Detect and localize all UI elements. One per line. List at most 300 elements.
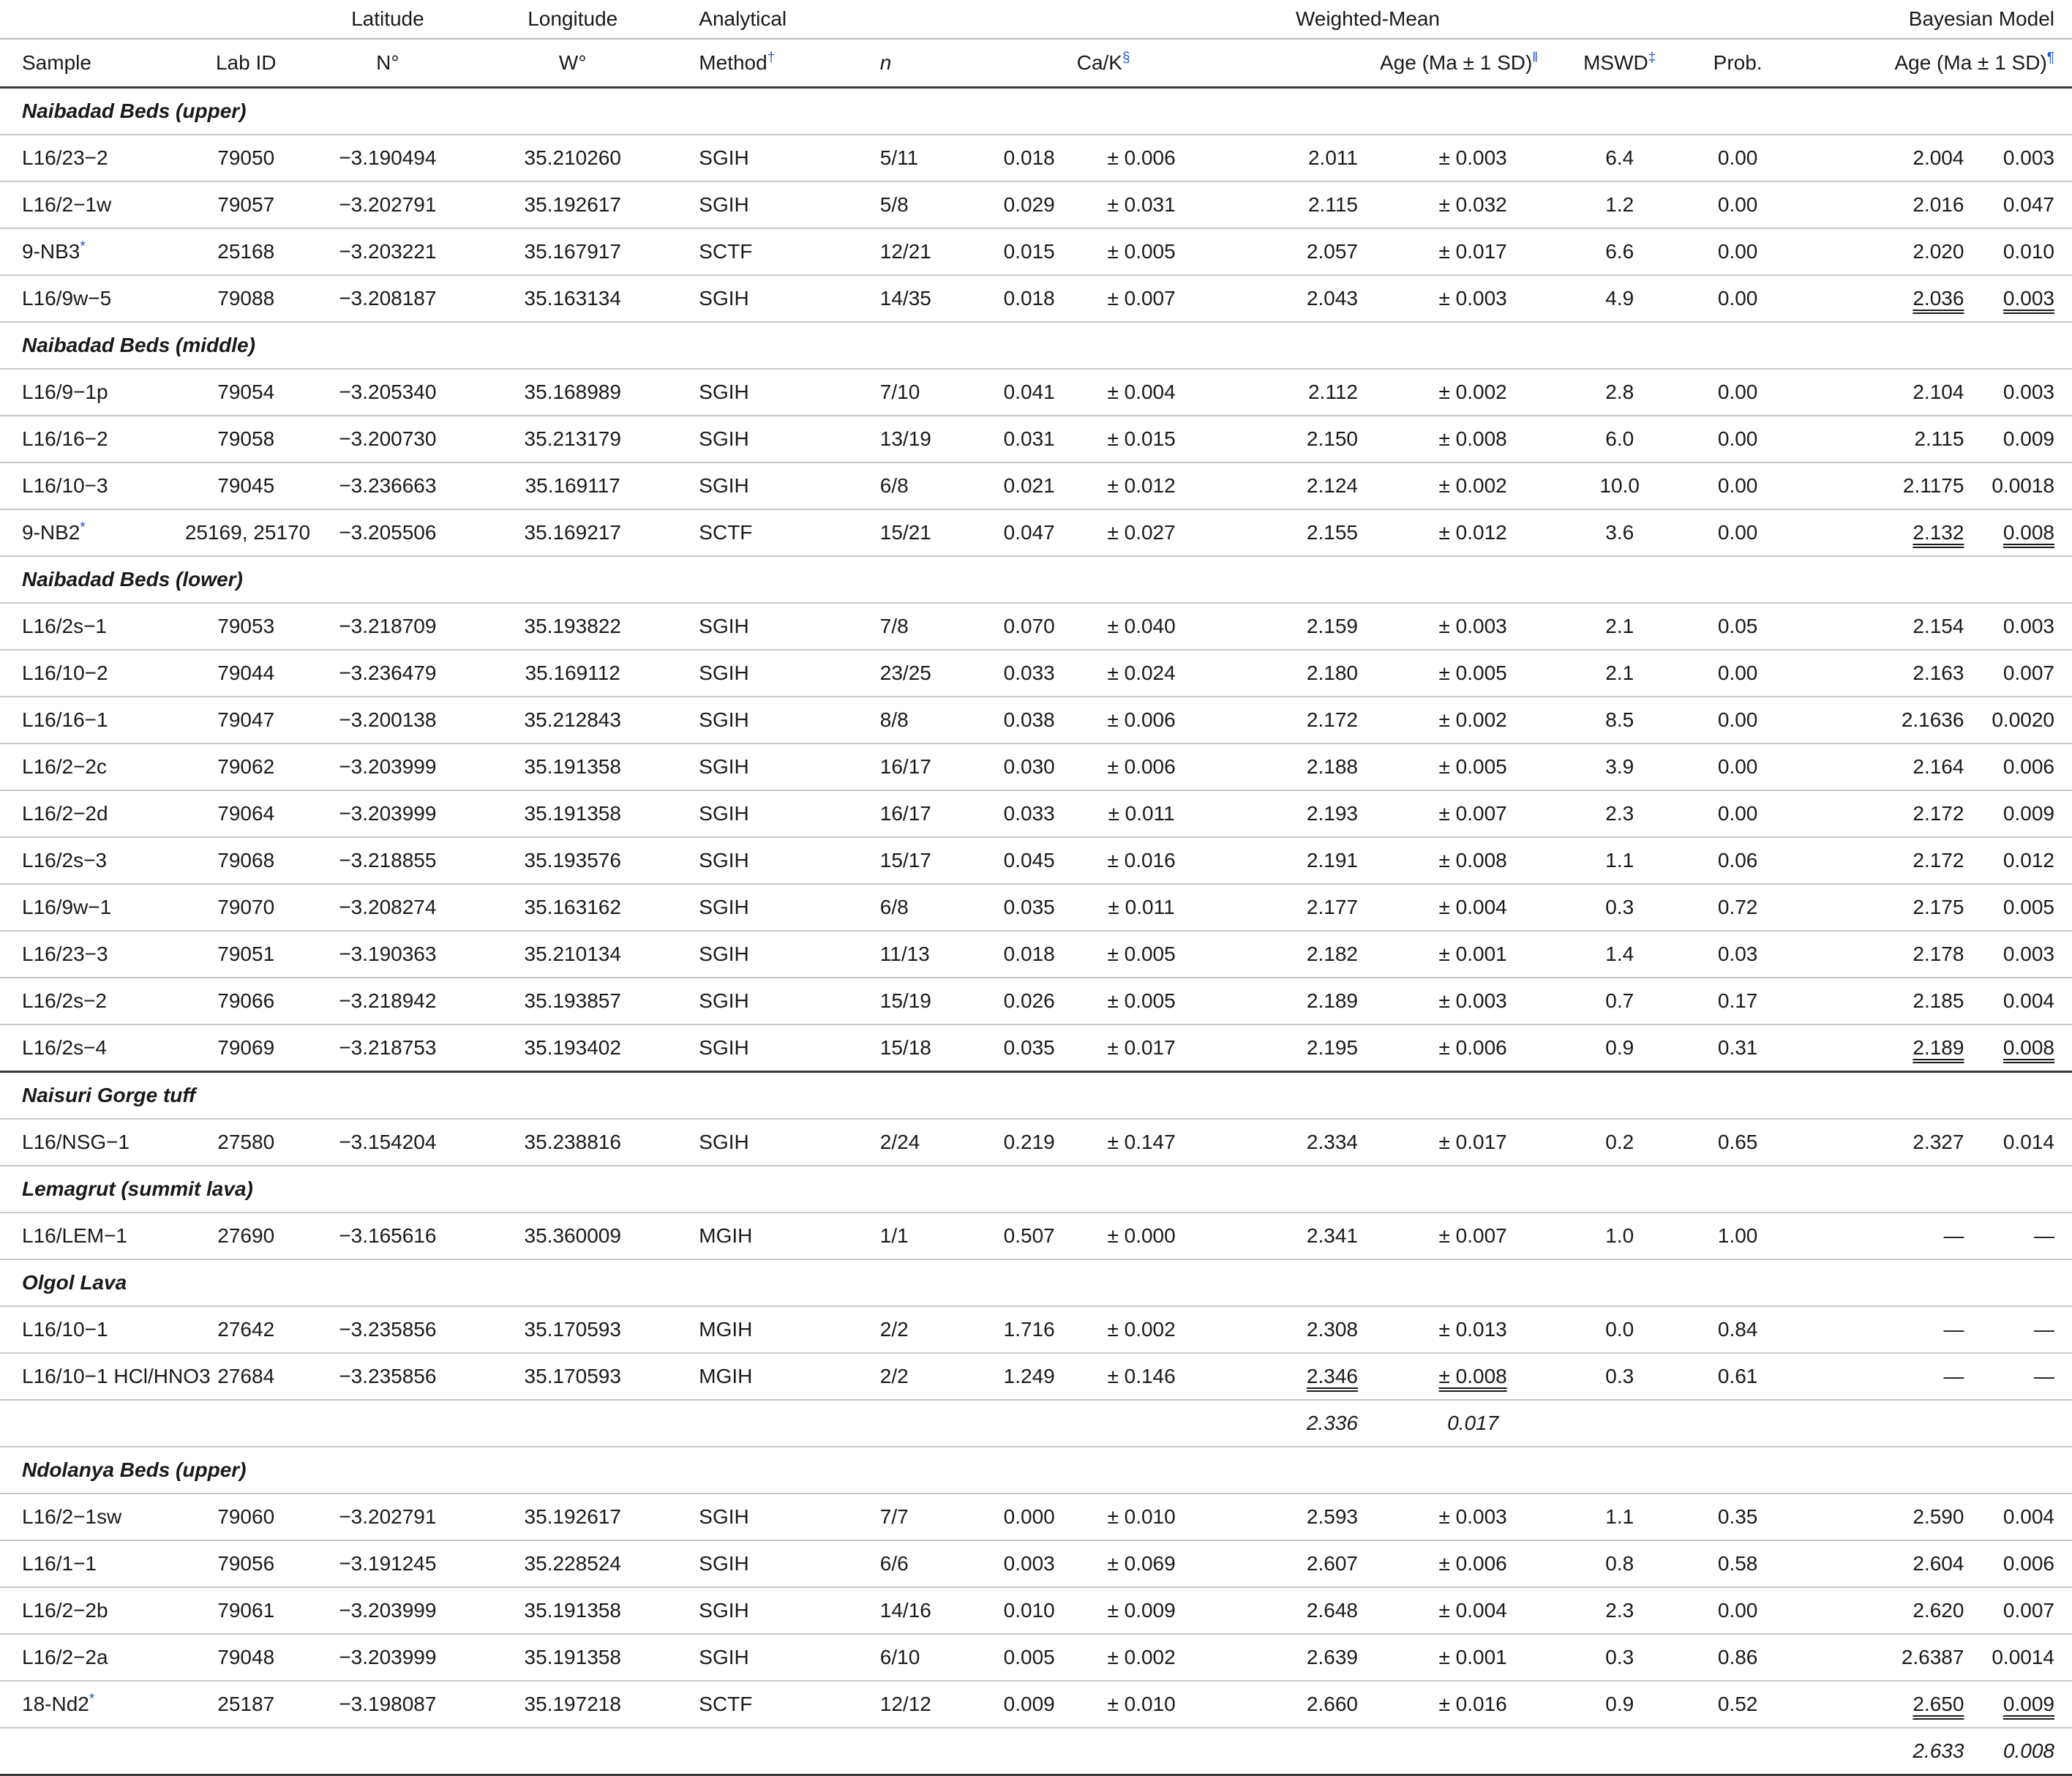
mswd-cell: 1.1 — [1558, 1494, 1681, 1540]
method-cell: SGIH — [677, 1587, 857, 1634]
bayes-age-cell — [1795, 1634, 1964, 1681]
table-row — [0, 1681, 2072, 1728]
latitude-cell: −3.203999 — [307, 743, 469, 790]
mswd-cell: 2.1 — [1558, 603, 1681, 650]
bayes-sd-value: 0.0014 — [1992, 1646, 2054, 1668]
bayes-age-value: — — [1943, 1224, 1964, 1247]
table-row — [0, 1587, 2072, 1634]
longitude-cell: 35.210134 — [468, 931, 677, 978]
bayes-sd-cell — [1964, 181, 2072, 228]
table-row — [0, 416, 2072, 462]
table-row — [0, 135, 2072, 181]
col-mswd-label: MSWD — [1583, 51, 1648, 74]
cak-cell: 0.041 — [929, 369, 1055, 416]
cak-cell: 0.029 — [929, 181, 1055, 228]
prob-cell: 0.03 — [1681, 931, 1795, 978]
age-cell: 2.188 — [1228, 743, 1358, 790]
section-header-row — [0, 556, 2072, 603]
summary-age-sd: 0.017 — [1358, 1400, 1558, 1447]
cak-sd-cell: ± 0.009 — [1055, 1587, 1228, 1634]
latitude-cell: −3.205506 — [307, 509, 469, 556]
age-sd-value: ± 0.001 — [1438, 943, 1507, 965]
sample-name: 9-NB2 — [22, 521, 80, 544]
bayes-sd-value: 0.006 — [2002, 1552, 2054, 1575]
mswd-cell: 0.3 — [1558, 1353, 1681, 1400]
latitude-cell: −3.190363 — [307, 931, 469, 978]
method-cell: SGIH — [677, 416, 857, 462]
prob-cell: 0.84 — [1681, 1306, 1795, 1353]
age-cell: 2.341 — [1228, 1213, 1358, 1259]
sample-name: L16/2−1sw — [22, 1505, 122, 1528]
cak-sd-cell: ± 0.006 — [1055, 135, 1228, 181]
bayes-sd-cell — [1964, 1024, 2072, 1072]
method-cell: SGIH — [677, 181, 857, 228]
bayes-sd-value: 0.009 — [2002, 1693, 2054, 1715]
age-sd-cell — [1358, 416, 1558, 462]
bayes-age-value: 2.6387 — [1901, 1646, 1964, 1668]
bayes-sd-value: 0.003 — [2002, 943, 2054, 965]
cak-sd-cell: ± 0.015 — [1055, 416, 1228, 462]
sample-name: L16/2s−2 — [22, 989, 107, 1012]
table-row — [0, 181, 2072, 228]
cak-cell: 0.038 — [929, 697, 1055, 743]
col-mswd — [1558, 39, 1681, 88]
method-cell: SGIH — [677, 978, 857, 1024]
col-method-label: Method — [699, 51, 767, 74]
method-cell: MGIH — [677, 1213, 857, 1259]
bayes-sd-cell — [1964, 837, 2072, 884]
sample-cell — [0, 1213, 185, 1259]
method-cell: SGIH — [677, 743, 857, 790]
mswd-cell: 0.7 — [1558, 978, 1681, 1024]
bayes-sd-value: 0.012 — [2002, 849, 2054, 872]
prob-cell: 0.00 — [1681, 650, 1795, 697]
sample-name: L16/2−2c — [22, 755, 107, 778]
sample-cell — [0, 650, 185, 697]
age-cell: 2.593 — [1228, 1494, 1358, 1540]
table-row — [0, 978, 2072, 1024]
table-row — [0, 1353, 2072, 1400]
longitude-cell: 35.169217 — [468, 509, 677, 556]
age-sd-value: ± 0.007 — [1438, 1224, 1507, 1247]
bayes-sd-value: 0.008 — [2002, 1036, 2054, 1059]
col-prob: Prob. — [1681, 39, 1795, 88]
age-sd-cell — [1358, 931, 1558, 978]
col-method — [677, 39, 857, 88]
n-cell: 1/1 — [858, 1213, 929, 1259]
cak-cell: 0.010 — [929, 1587, 1055, 1634]
age-sd-cell — [1358, 697, 1558, 743]
longitude-cell: 35.193402 — [468, 1024, 677, 1072]
sample-cell — [0, 603, 185, 650]
cak-sd-cell: ± 0.012 — [1055, 462, 1228, 509]
cak-cell: 0.035 — [929, 1024, 1055, 1072]
bayes-age-cell — [1795, 931, 1964, 978]
longitude-group-header: Longitude — [468, 0, 677, 39]
sample-cell — [0, 1540, 185, 1587]
sample-cell — [0, 931, 185, 978]
prob-cell: 0.00 — [1681, 416, 1795, 462]
latitude-cell: −3.198087 — [307, 1681, 469, 1728]
bayes-sd-value: 0.006 — [2002, 755, 2054, 778]
age-sd-cell — [1358, 1306, 1558, 1353]
bayes-age-value: 2.185 — [1913, 989, 1964, 1012]
age-cell: 2.124 — [1228, 462, 1358, 509]
bayes-sd-cell — [1964, 228, 2072, 275]
longitude-cell: 35.191358 — [468, 743, 677, 790]
prob-cell: 0.00 — [1681, 135, 1795, 181]
analytical-group-header: Analytical — [677, 0, 857, 39]
method-cell: SGIH — [677, 837, 857, 884]
bayes-age-cell — [1795, 462, 1964, 509]
age-sd-value: ± 0.003 — [1438, 615, 1507, 637]
cak-sd-cell: ± 0.027 — [1055, 509, 1228, 556]
bayes-sd-value: — — [2034, 1318, 2054, 1341]
bayes-age-value: 2.132 — [1913, 521, 1964, 544]
age-sd-cell — [1358, 1540, 1558, 1587]
sample-name: L16/2−1w — [22, 193, 112, 216]
sample-cell — [0, 275, 185, 322]
header-group-row — [0, 0, 2072, 39]
longitude-cell: 35.169112 — [468, 650, 677, 697]
latitude-cell: −3.205340 — [307, 369, 469, 416]
lab-id-cell: 79057 — [185, 181, 307, 228]
bayes-sd-cell — [1964, 135, 2072, 181]
longitude-cell: 35.163162 — [468, 884, 677, 931]
bayes-sd-cell — [1964, 931, 2072, 978]
table-row — [0, 931, 2072, 978]
sample-cell — [0, 697, 185, 743]
cak-footnote-link[interactable]: § — [1122, 50, 1130, 66]
table-row — [0, 837, 2072, 884]
longitude-cell: 35.197218 — [468, 1681, 677, 1728]
column-header-row — [0, 39, 2072, 88]
age-sd-value: ± 0.003 — [1438, 146, 1507, 169]
bayes-age-cell — [1795, 1306, 1964, 1353]
age-sd-cell — [1358, 837, 1558, 884]
age-cell: 2.334 — [1228, 1119, 1358, 1166]
prob-cell: 0.00 — [1681, 1587, 1795, 1634]
section-header-row — [0, 1072, 2072, 1120]
bayes-sd-cell — [1964, 1306, 2072, 1353]
sample-name: L16/10−3 — [22, 474, 108, 497]
bayesian-group-header: Bayesian Model — [1795, 0, 2072, 39]
longitude-cell: 35.228524 — [468, 1540, 677, 1587]
table-row — [0, 1024, 2072, 1072]
bayes-sd-value: 0.003 — [2002, 381, 2054, 403]
bayes-age-value: 2.1636 — [1901, 708, 1964, 731]
n-cell: 12/21 — [858, 228, 929, 275]
sample-footnote-link[interactable]: * — [89, 1691, 95, 1707]
age-sd-cell — [1358, 1587, 1558, 1634]
sample-name: L16/2s−3 — [22, 849, 107, 872]
bayes-sd-cell — [1964, 1540, 2072, 1587]
bayes-age-cell — [1795, 884, 1964, 931]
n-cell: 6/8 — [858, 462, 929, 509]
bayes-age-cell — [1795, 697, 1964, 743]
age-sd-cell — [1358, 1634, 1558, 1681]
longitude-cell: 35.191358 — [468, 790, 677, 837]
table-row — [0, 369, 2072, 416]
sample-footnote-link[interactable]: * — [80, 520, 86, 536]
age-sd-cell — [1358, 1681, 1558, 1728]
cak-sd-cell: ± 0.040 — [1055, 603, 1228, 650]
bayes-age-cell — [1795, 181, 1964, 228]
mswd-footnote-link[interactable]: ‡ — [1648, 50, 1656, 66]
age-sd-value: ± 0.006 — [1438, 1552, 1507, 1575]
cak-sd-cell: ± 0.069 — [1055, 1540, 1228, 1587]
age-cell: 2.177 — [1228, 884, 1358, 931]
bayes-sd-value: — — [2034, 1365, 2054, 1387]
table-row — [0, 884, 2072, 931]
bayes-age-cell — [1795, 369, 1964, 416]
bayes-sd-value: 0.007 — [2002, 1599, 2054, 1622]
age-sd-cell — [1358, 1024, 1558, 1072]
mswd-cell: 2.3 — [1558, 790, 1681, 837]
lab-id-cell: 79088 — [185, 275, 307, 322]
latitude-cell: −3.165616 — [307, 1213, 469, 1259]
mswd-cell: 6.6 — [1558, 228, 1681, 275]
cak-cell: 0.070 — [929, 603, 1055, 650]
age-cell: 2.639 — [1228, 1634, 1358, 1681]
prob-cell: 0.00 — [1681, 228, 1795, 275]
mswd-cell: 1.1 — [1558, 837, 1681, 884]
method-cell: SGIH — [677, 462, 857, 509]
latitude-cell: −3.200138 — [307, 697, 469, 743]
section-title: Lemagrut (summit lava) — [0, 1166, 2072, 1213]
mswd-cell: 4.9 — [1558, 275, 1681, 322]
section-title: Naibadad Beds (middle) — [0, 322, 2072, 369]
method-footnote-link[interactable]: † — [767, 50, 776, 66]
bayes-age-value: 2.620 — [1913, 1599, 1964, 1622]
longitude-cell: 35.192617 — [468, 181, 677, 228]
age-sd-value: ± 0.005 — [1438, 755, 1507, 778]
table-row — [0, 1494, 2072, 1540]
sample-cell — [0, 1587, 185, 1634]
bayes-age-value: 2.189 — [1913, 1036, 1964, 1059]
n-cell: 7/8 — [858, 603, 929, 650]
sample-name: L16/10−1 — [22, 1318, 108, 1341]
bayes-sd-value: 0.009 — [2002, 802, 2054, 825]
cak-cell: 0.018 — [929, 931, 1055, 978]
summary-bayes-age: 2.633 — [1795, 1728, 1964, 1775]
latitude-cell: −3.203999 — [307, 790, 469, 837]
age-sd-cell — [1358, 790, 1558, 837]
age-cell: 2.193 — [1228, 790, 1358, 837]
n-cell: 5/8 — [858, 181, 929, 228]
table-row — [0, 790, 2072, 837]
longitude-cell: 35.193857 — [468, 978, 677, 1024]
bayes-sd-value: 0.007 — [2002, 662, 2054, 684]
age-sd-value: ± 0.001 — [1438, 1646, 1507, 1668]
sample-cell — [0, 416, 185, 462]
mswd-cell: 1.2 — [1558, 181, 1681, 228]
cak-sd-cell: ± 0.010 — [1055, 1494, 1228, 1540]
prob-cell: 0.86 — [1681, 1634, 1795, 1681]
sample-name: L16/9w−5 — [22, 287, 112, 310]
bayes-age-value: 2.175 — [1913, 896, 1964, 918]
method-cell: MGIH — [677, 1353, 857, 1400]
col-age-label: Age (Ma ± 1 SD) — [1379, 51, 1533, 74]
sample-cell — [0, 743, 185, 790]
bayes-age-cell — [1795, 416, 1964, 462]
bayes-sd-value: 0.003 — [2002, 146, 2054, 169]
age-sd-cell — [1358, 1213, 1558, 1259]
bayes-sd-value: 0.008 — [2002, 521, 2054, 544]
prob-cell: 0.00 — [1681, 369, 1795, 416]
bayes-age-cell — [1795, 837, 1964, 884]
cak-cell: 0.026 — [929, 978, 1055, 1024]
age-sd-value: ± 0.005 — [1438, 662, 1507, 684]
cak-sd-cell: ± 0.146 — [1055, 1353, 1228, 1400]
n-cell: 6/6 — [858, 1540, 929, 1587]
method-cell: SGIH — [677, 275, 857, 322]
age-cell: 2.115 — [1228, 181, 1358, 228]
n-cell: 12/12 — [858, 1681, 929, 1728]
cak-cell: 0.031 — [929, 416, 1055, 462]
cak-sd-cell: ± 0.005 — [1055, 228, 1228, 275]
cak-cell: 0.035 — [929, 884, 1055, 931]
n-cell: 6/10 — [858, 1634, 929, 1681]
sample-cell — [0, 181, 185, 228]
prob-cell: 0.00 — [1681, 697, 1795, 743]
prob-cell: 0.06 — [1681, 837, 1795, 884]
sample-name: L16/NSG−1 — [22, 1131, 130, 1153]
bayes-sd-cell — [1964, 790, 2072, 837]
mswd-cell: 0.3 — [1558, 884, 1681, 931]
n-cell: 14/35 — [858, 275, 929, 322]
n-cell: 15/21 — [858, 509, 929, 556]
bayes-age-value: 2.016 — [1913, 193, 1964, 216]
lab-id-cell: 79058 — [185, 416, 307, 462]
age-cell: 2.648 — [1228, 1587, 1358, 1634]
age-sd-value: ± 0.003 — [1438, 989, 1507, 1012]
bayes-sd-cell — [1964, 697, 2072, 743]
bayes-sd-cell — [1964, 416, 2072, 462]
lab-id-cell: 79054 — [185, 369, 307, 416]
mswd-cell: 0.0 — [1558, 1306, 1681, 1353]
section-title: Naibadad Beds (upper) — [0, 88, 2072, 135]
sample-cell — [0, 369, 185, 416]
n-cell: 23/25 — [858, 650, 929, 697]
cak-cell: 0.000 — [929, 1494, 1055, 1540]
table-row — [0, 743, 2072, 790]
prob-cell: 0.35 — [1681, 1494, 1795, 1540]
cak-sd-cell: ± 0.011 — [1055, 790, 1228, 837]
cak-cell: 0.045 — [929, 837, 1055, 884]
cak-sd-cell: ± 0.005 — [1055, 978, 1228, 1024]
bayes-age-value: 2.164 — [1913, 755, 1964, 778]
lab-id-cell: 79047 — [185, 697, 307, 743]
lab-id-cell: 79053 — [185, 603, 307, 650]
latitude-cell: −3.202791 — [307, 1494, 469, 1540]
cak-cell: 0.507 — [929, 1213, 1055, 1259]
col-lon-unit: W° — [468, 39, 677, 88]
age-cell: 2.346 — [1228, 1353, 1358, 1400]
age-sd-cell — [1358, 978, 1558, 1024]
bayes-footnote-link[interactable]: ¶ — [2046, 50, 2054, 66]
sample-name: 18-Nd2 — [22, 1693, 89, 1715]
mswd-cell: 0.3 — [1558, 1634, 1681, 1681]
mswd-cell: 2.8 — [1558, 369, 1681, 416]
age-sd-value: ± 0.007 — [1438, 802, 1507, 825]
cak-sd-cell: ± 0.147 — [1055, 1119, 1228, 1166]
bayes-sd-cell — [1964, 1119, 2072, 1166]
lab-id-cell: 79051 — [185, 931, 307, 978]
longitude-cell: 35.191358 — [468, 1634, 677, 1681]
age-sd-value: ± 0.008 — [1438, 1365, 1507, 1387]
sample-name: L16/23−2 — [22, 146, 108, 169]
method-cell: MGIH — [677, 1306, 857, 1353]
summary-age: 2.336 — [1228, 1400, 1358, 1447]
bayes-sd-cell — [1964, 1634, 2072, 1681]
method-cell: SGIH — [677, 1024, 857, 1072]
bayes-age-value: 2.154 — [1913, 615, 1964, 637]
cak-cell: 0.015 — [929, 228, 1055, 275]
prob-cell: 0.72 — [1681, 884, 1795, 931]
table-row — [0, 462, 2072, 509]
bayes-age-value: 2.004 — [1913, 146, 1964, 169]
age-cell: 2.159 — [1228, 603, 1358, 650]
summary-row — [0, 1728, 2072, 1775]
cak-sd-cell: ± 0.002 — [1055, 1634, 1228, 1681]
lab-id-cell: 79069 — [185, 1024, 307, 1072]
bayes-sd-value: 0.009 — [2002, 427, 2054, 450]
bayes-sd-value: 0.0020 — [1992, 708, 2054, 731]
cak-sd-cell: ± 0.007 — [1055, 275, 1228, 322]
section-header-row — [0, 88, 2072, 135]
method-cell: SCTF — [677, 228, 857, 275]
latitude-cell: −3.218753 — [307, 1024, 469, 1072]
section-header-row — [0, 1447, 2072, 1494]
cak-cell: 0.021 — [929, 462, 1055, 509]
longitude-cell: 35.169117 — [468, 462, 677, 509]
bayes-sd-cell — [1964, 462, 2072, 509]
age-footnote-link[interactable]: ‖ — [1532, 50, 1539, 66]
mswd-cell: 0.9 — [1558, 1024, 1681, 1072]
mswd-cell: 10.0 — [1558, 462, 1681, 509]
age-cell: 2.057 — [1228, 228, 1358, 275]
bayes-age-value: 2.590 — [1913, 1505, 1964, 1528]
latitude-cell: −3.235856 — [307, 1353, 469, 1400]
bayes-sd-cell — [1964, 743, 2072, 790]
prob-cell: 0.17 — [1681, 978, 1795, 1024]
sample-footnote-link[interactable]: * — [80, 239, 86, 255]
longitude-cell: 35.238816 — [468, 1119, 677, 1166]
longitude-cell: 35.213179 — [468, 416, 677, 462]
col-bayes-age — [1795, 39, 2072, 88]
n-cell: 2/24 — [858, 1119, 929, 1166]
sample-name: L16/10−1 HCl/HNO3 — [22, 1365, 211, 1387]
cak-sd-cell: ± 0.017 — [1055, 1024, 1228, 1072]
age-sd-cell — [1358, 275, 1558, 322]
bayes-sd-cell — [1964, 650, 2072, 697]
age-cell: 2.191 — [1228, 837, 1358, 884]
mswd-cell: 0.9 — [1558, 1681, 1681, 1728]
prob-cell: 0.52 — [1681, 1681, 1795, 1728]
table-row — [0, 1634, 2072, 1681]
age-sd-value: ± 0.003 — [1438, 1505, 1507, 1528]
mswd-cell: 1.0 — [1558, 1213, 1681, 1259]
age-cell: 2.180 — [1228, 650, 1358, 697]
section-title: Naisuri Gorge tuff — [0, 1072, 2072, 1120]
bayes-age-cell — [1795, 743, 1964, 790]
bayes-age-value: 2.172 — [1913, 849, 1964, 872]
table-row — [0, 228, 2072, 275]
method-cell: SGIH — [677, 1494, 857, 1540]
latitude-cell: −3.208187 — [307, 275, 469, 322]
lab-id-cell: 79050 — [185, 135, 307, 181]
